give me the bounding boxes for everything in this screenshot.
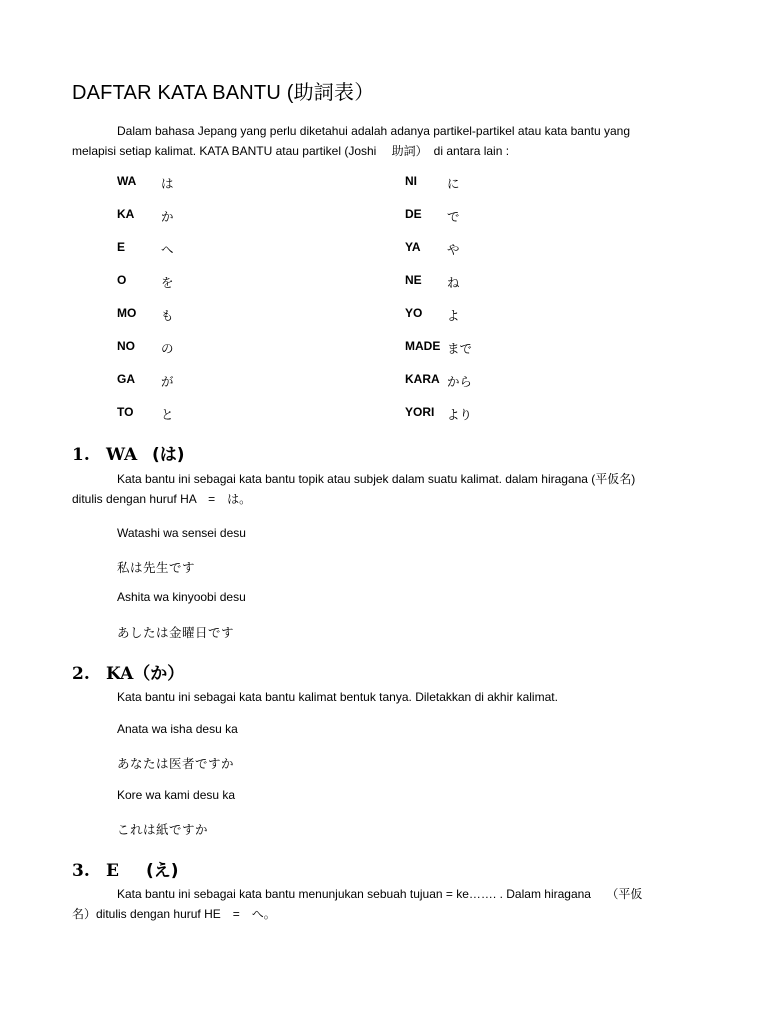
particle-row [117, 405, 174, 438]
section-number: 2. [72, 664, 90, 684]
intro-paragraph [72, 121, 672, 161]
particle-romaji: YO [405, 306, 423, 320]
particle-romaji: DE [405, 207, 422, 221]
particle-kana: と [161, 407, 174, 422]
section-description-ka [72, 687, 672, 707]
section-heading-e [72, 856, 179, 881]
particle-kana: か [161, 209, 174, 224]
particle-row [405, 240, 472, 273]
section-romaji: WA [106, 445, 138, 465]
particle-romaji: YA [405, 240, 421, 254]
description-line-1: Kata bantu ini sebagai kata bantu topik atau subjek dalam suatu kalimat. dalam hiragana (平仮名) [117, 472, 636, 486]
particle-kana: や [447, 242, 460, 257]
particle-romaji: KA [117, 207, 135, 221]
section-romaji: KA [106, 664, 134, 684]
particle-kana: よ [447, 308, 460, 323]
section-heading-wa [72, 440, 185, 465]
section-number: 1. [72, 445, 90, 465]
example-romaji: Kore wa kami desu ka [117, 788, 236, 802]
intro-line-1: Dalam bahasa Jepang yang perlu diketahui adalah adanya partikel-partikel atau kata bantu yang [117, 124, 631, 138]
example-japanese: 私は先生です [117, 560, 196, 575]
particle-romaji: YORI [405, 405, 435, 419]
particle-kana: より [447, 407, 473, 422]
particle-row [405, 306, 472, 339]
particle-row [117, 174, 174, 207]
section-number: 3. [72, 861, 90, 881]
particle-romaji: WA [117, 174, 137, 188]
particle-romaji: KARA [405, 372, 440, 386]
particle-kana: で [447, 209, 460, 224]
particle-row [405, 405, 472, 438]
particle-row [405, 339, 472, 372]
description-line-2: ditulis dengan huruf HA = は。 [72, 492, 252, 506]
intro-line-2: melapisi setiap kalimat. KATA BANTU atau partikel (Joshi 助詞） di antara lain : [72, 144, 510, 158]
particle-row [117, 273, 174, 306]
particle-romaji: MO [117, 306, 137, 320]
particle-row [117, 372, 174, 405]
particle-romaji: E [117, 240, 126, 254]
section-description-e [72, 884, 672, 924]
section-description-wa [72, 469, 672, 509]
particle-kana: へ [161, 242, 174, 257]
section-kana: (え) [146, 861, 179, 881]
particle-romaji: NI [405, 174, 417, 188]
particle-kana: も [161, 308, 174, 323]
section-kana: （か） [133, 664, 185, 684]
section-heading-ka [72, 659, 184, 684]
example-japanese: あなたは医者ですか [117, 756, 235, 771]
particle-row [117, 306, 174, 339]
particle-kana: に [447, 176, 460, 191]
particle-romaji: NO [117, 339, 135, 353]
particle-kana: が [161, 374, 174, 389]
description-line-1: Kata bantu ini sebagai kata bantu kalimat bentuk tanya. Diletakkan di akhir kalimat. [117, 690, 558, 704]
particle-row [117, 207, 174, 240]
description-line-2: 名）ditulis dengan huruf HE = へ。 [72, 907, 276, 921]
particle-row [117, 240, 174, 273]
section-romaji: E [106, 861, 119, 881]
particle-romaji: GA [117, 372, 135, 386]
particle-kana: は [161, 176, 174, 191]
particle-romaji: NE [405, 273, 422, 287]
particle-kana: から [447, 374, 473, 389]
particle-row [117, 339, 174, 372]
particle-kana: の [161, 341, 174, 356]
example-romaji: Anata wa isha desu ka [117, 722, 238, 736]
example-japanese: これは紙ですか [117, 822, 209, 837]
particle-kana: まで [447, 341, 473, 356]
description-line-1: Kata bantu ini sebagai kata bantu menunjukan sebuah tujuan = ke……. . Dalam hiragana （平仮 [117, 887, 643, 901]
particle-row [405, 273, 472, 306]
particle-row [405, 372, 472, 405]
particle-list-right [405, 174, 472, 438]
particle-kana: を [161, 275, 174, 290]
section-kana: (は) [152, 445, 185, 465]
particle-list-left [117, 174, 174, 438]
page-title: DAFTAR KATA BANTU (助詞表） [72, 82, 375, 104]
example-romaji: Ashita wa kinyoobi desu [117, 590, 246, 604]
example-romaji: Watashi wa sensei desu [117, 526, 246, 540]
particle-kana: ね [447, 275, 460, 290]
particle-romaji: TO [117, 405, 134, 419]
particle-romaji: MADE [405, 339, 441, 353]
particle-row [405, 207, 472, 240]
particle-romaji: O [117, 273, 127, 287]
particle-row [405, 174, 472, 207]
example-japanese: あしたは金曜日です [117, 625, 235, 640]
